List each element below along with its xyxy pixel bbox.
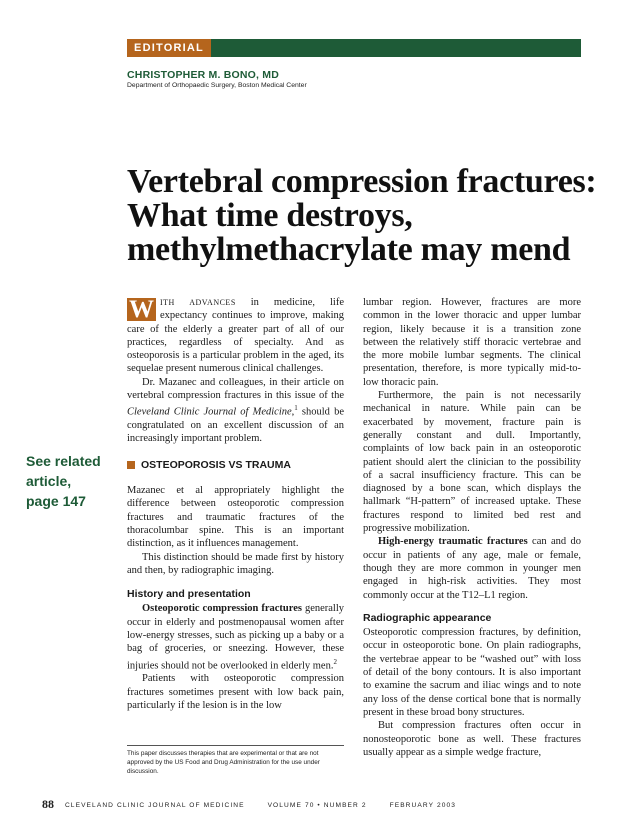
see-related-line: article,: [26, 473, 72, 489]
page-footer: [42, 797, 456, 812]
paragraph-text: should be congratulated on an excellent discussion of an increasingly important problem.: [127, 406, 344, 445]
issue-date: FEBRUARY 2003: [389, 802, 457, 809]
paragraph: But compression fractures often occur in nonosteoporotic bone as well. These fractures usually appear as a simple wedge fracture,: [363, 720, 581, 758]
title-line: methylmethacrylate may mend: [127, 231, 571, 268]
section-heading: [127, 459, 344, 472]
body-column-right: [363, 296, 581, 759]
paragraph: Osteoporotic compression fractures, by definition, occur in osteoporotic bone. On plain radiographs, the vertebrae appear to be “washed out” with loss of detail of the bony contours. It is also important to examine the sacrum and iliac wings and to note any loss of the dense cortical bone that is normally present in these broad bony structures.: [363, 627, 581, 718]
drop-cap: W: [129, 296, 154, 323]
author-affiliation: Department of Orthopaedic Surgery, Boston Medical Center: [127, 82, 307, 89]
square-bullet-icon: [127, 461, 135, 469]
issue-volume: VOLUME 70 • NUMBER 2: [267, 802, 367, 809]
lead-smallcaps: ITH ADVANCES: [160, 298, 236, 307]
bold-lead: High-energy traumatic fractures: [378, 536, 528, 548]
paragraph: [127, 296, 344, 376]
paragraph-text: generally occur in elderly and postmenopausal women after low-energy stresses, such as picking up a baby or a bag of groceries, or sneezing. However, these injuries should not be overlooked in elderly men.: [127, 603, 344, 672]
paragraph: This distinction should be made first by history and then, by radiographic imaging.: [127, 551, 344, 576]
bold-lead: Osteoporotic compression fractures: [142, 603, 302, 615]
title-line: Vertebral compression fractures:: [127, 163, 597, 200]
journal-title: CLEVELAND CLINIC JOURNAL OF MEDICINE: [64, 802, 245, 809]
section-heading-text: OSTEOPOROSIS VS TRAUMA: [141, 458, 291, 471]
see-related-line: See related: [26, 453, 101, 469]
subheading: History and presentation: [127, 588, 251, 601]
paragraph-text: Dr. Mazanec and colleagues, in their article on vertebral compression fractures in this issue of the: [127, 376, 344, 402]
paragraph: [127, 602, 344, 672]
footnote: This paper discusses therapies that are experimental or that are not approved by the US Food and Drug Administration for the use under discussion.: [127, 750, 320, 776]
paragraph: Furthermore, the pain is not necessarily mechanical in nature. While pain can be exacerbated by movement, fracture pain is generally constant and dull. Importantly, complaints of low back pain in an osteoporotic patient should alert the clinician to the possibility of a sacral insufficiency fracture. This can be diagnosed by a bone scan, which displays the hallmark “H-pattern” of increased uptake. These fractures respond to limited bed rest and progressive mobilization.: [363, 390, 581, 535]
paragraph: lumbar region. However, fractures are more common in the lower thoracic and upper lumbar region, likely because it is a transition zone between the relatively stiff thoracic vertebrae and the more mobile lumbar segments. The clinical presentation, therefore, is more typically mid-to-low thoracic pain.: [363, 297, 581, 388]
see-related-link[interactable]: [26, 451, 116, 511]
body-column-left: [127, 296, 344, 712]
see-related-line: page 147: [26, 493, 86, 509]
section-label: EDITORIAL: [127, 39, 211, 57]
page-number: 88: [42, 797, 54, 811]
article-title: [127, 165, 597, 267]
subheading: Radiographic appearance: [363, 611, 492, 624]
paragraph: Mazanec et al appropriately highlight the difference between osteoporotic compression fractures and traumatic fractures of the thoracolumbar spine. This is an important distinction, as it influences management.: [127, 485, 344, 550]
title-line: What time destroys,: [127, 197, 413, 234]
journal-name: Cleveland Clinic Journal of Medicine: [127, 406, 292, 418]
reference-marker[interactable]: 1: [294, 404, 298, 413]
paragraph: [363, 535, 581, 601]
reference-marker[interactable]: 2: [333, 657, 337, 666]
author-name: CHRISTOPHER M. BONO, MD: [127, 69, 279, 81]
paragraph-text: in medicine, life expectancy continues to improve, making care of the elderly a greater part of all of our practices, regardless of specialty. And as osteoporosis is a particular problem in the aged, its sequelae present numerous clinical challenges.: [127, 297, 344, 375]
footnote-divider: [127, 745, 344, 746]
paragraph-text: can and do occur in patients of any age, male or female, though they are more common in younger men engaged in high-risk activities. They most commonly occur at the T12–L1 region.: [363, 536, 581, 601]
paragraph: Dr. Mazanec and colleagues, in their article on vertebral compression fractures in this issue of the Cleveland Clinic Journal of Medicine,$^1$ should be congratulated on an excellent discussion of an increasingly important problem.: [127, 376, 344, 445]
paragraph: Patients with osteoporotic compression fractures sometimes present with low back pain, particularly if the lesion is in the low: [127, 673, 344, 712]
section-banner: [127, 39, 581, 57]
